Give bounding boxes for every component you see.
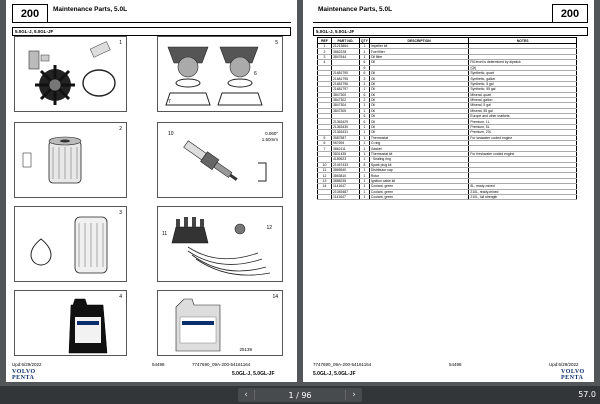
table-cell: Premium, 5L (469, 124, 577, 129)
tile-caption: 10 (168, 131, 174, 137)
table-cell: Synthetic, 55 gal (469, 87, 577, 92)
tile-caption: 11 (162, 231, 168, 237)
table-cell: For seawater cooled engine (469, 135, 577, 140)
table-cell: Oil (369, 119, 468, 124)
table-cell: Coolant, green (369, 194, 468, 199)
impeller-kit-illustration (15, 37, 128, 113)
table-cell: Spark plug kit (369, 162, 468, 167)
table-cell: 21363430 (331, 124, 359, 129)
table-cell: Distributor cap (369, 167, 468, 172)
table-cell: 1 (359, 189, 369, 194)
table-cell: 1 (359, 135, 369, 140)
right-page-number: 200 (552, 4, 588, 23)
table-cell: Oil (369, 70, 468, 75)
table-cell: 3587587 (331, 135, 359, 140)
table-cell: 1 (318, 44, 332, 49)
parts-table (317, 37, 577, 200)
table-cell: Coolant, green (369, 189, 468, 194)
table-cell: Premium, 1L (469, 119, 577, 124)
table-cell: 1 (359, 103, 369, 108)
right-footer-date: Upd:6/29/2022 (549, 362, 579, 367)
table-cell: Fill level is determined by dipstick (469, 60, 577, 65)
page-indicator[interactable]: 1 / 96 (288, 390, 312, 400)
table-cell: 7 (318, 146, 332, 151)
table-cell: 1 (359, 146, 369, 151)
tile-impeller-kit (14, 36, 127, 112)
left-footer-model: 5.0GL-J, 5.0GL-JF (232, 371, 275, 377)
table-cell: 6 (359, 114, 369, 119)
column-header: NOTES (469, 38, 577, 44)
table-cell: 1 (359, 184, 369, 189)
tile-fuel-filter (14, 122, 127, 198)
tile-caption: 14 (272, 294, 278, 300)
table-cell: Ignition cable kit (369, 178, 468, 183)
column-header: DESCRIPTION (369, 38, 468, 44)
table-cell: Fuel filter (369, 49, 468, 54)
table-cell: 2 (318, 49, 332, 54)
tile-spark-plug (157, 122, 283, 198)
table-cell: 3847304 (331, 103, 359, 108)
table-cell: 3865540 (331, 167, 359, 172)
table-cell: O-ring (369, 141, 468, 146)
table-cell: Europe and other markets (469, 114, 577, 119)
fuel-filter-illustration (15, 123, 128, 199)
table-cell: 6 (359, 60, 369, 65)
table-cell: 1 (359, 178, 369, 183)
table-cell: 1141647 (331, 184, 359, 189)
table-cell: 21467433 (331, 162, 359, 167)
table-cell: 1 (359, 124, 369, 129)
tile-caption: 4 (119, 294, 122, 300)
table-cell: Oil (369, 130, 468, 135)
table-cell: 1 (359, 194, 369, 199)
table-cell: Oil (369, 87, 468, 92)
table-cell: 1 (359, 173, 369, 178)
table-cell: Oil (369, 108, 468, 113)
right-footer-model: 5.0GL-J, 5.0GL-JF (313, 371, 356, 377)
table-cell: 6 (359, 65, 369, 70)
right-model-bar: 5.0GL-J, 5.0GL-JF (313, 27, 588, 36)
table-cell: 21213664 (331, 44, 359, 49)
table-cell: 3 (318, 54, 332, 59)
table-cell: 3847305 (331, 108, 359, 113)
table-cell: 1 (359, 49, 369, 54)
table-cell: Oil (369, 114, 468, 119)
table-cell: Thermostat (369, 135, 468, 140)
pdf-toolbar (0, 386, 600, 404)
thermostat-illustration (158, 37, 284, 113)
left-header (12, 4, 291, 23)
table-cell: 967694 (331, 141, 359, 146)
table-cell: 3847300 (331, 92, 359, 97)
table-cell: 3847644 (331, 54, 359, 59)
table-cell: · Sealing ring (369, 157, 468, 162)
table-cell: 6 (359, 70, 369, 75)
table-cell: For freshwater cooled engine (469, 151, 577, 156)
table-cell: 21045487 (331, 189, 359, 194)
table-cell: Mineral, 5 gal (469, 103, 577, 108)
image-id: 25139 (239, 347, 252, 352)
table-cell: 21681796 (331, 81, 359, 86)
right-footer-code: 54498 (449, 362, 462, 367)
table-cell: 14 (318, 184, 332, 189)
table-cell: Mineral, gallon (469, 97, 577, 102)
table-cell: Thermostat kit (369, 151, 468, 156)
column-header: REF (318, 38, 332, 44)
left-footer-code: 54498 (152, 362, 165, 367)
volvo-penta-logo: VOLVO PENTA (12, 369, 36, 381)
table-cell: 210L, ready-mixed (469, 189, 577, 194)
gap-spec-inch: 0.060" (265, 131, 278, 136)
table-cell: 1 (359, 108, 369, 113)
left-page-number: 200 (12, 4, 48, 23)
callout-label: 7 (168, 99, 171, 105)
table-cell: Premium, 20L (469, 130, 577, 135)
table-cell: 5L, ready-mixed (469, 184, 577, 189)
table-cell: Mineral, quart (469, 92, 577, 97)
table-cell: Oil (369, 124, 468, 129)
table-cell: Rotor (369, 173, 468, 178)
table-cell: 1 (359, 54, 369, 59)
engine-oil-illustration (15, 291, 128, 357)
table-cell: Mineral, 55 gal (469, 108, 577, 113)
table-cell: 1 (359, 141, 369, 146)
tile-caption: 1 (119, 40, 122, 46)
callout-label: 6 (254, 71, 257, 77)
table-cell: 3862111 (331, 146, 359, 151)
table-cell: 6 (359, 92, 369, 97)
table-cell: Synthetic, gallon (469, 76, 577, 81)
table-cell: Impeller kit (369, 44, 468, 49)
table-cell: 1 (359, 157, 369, 162)
table-cell: (Qt) (469, 65, 577, 70)
zoom-level[interactable]: 57.0 (578, 390, 596, 399)
table-cell: 3888235 (331, 178, 359, 183)
table-cell: Coolant, green (369, 184, 468, 189)
table-cell (318, 194, 332, 199)
left-footer-date: Upd:6/29/2022 (12, 362, 42, 367)
table-cell: 3831435 (331, 151, 359, 156)
left-model-bar: 5.0GL-J, 5.0GL-JF (12, 27, 291, 36)
table-cell: 12 (318, 173, 332, 178)
gap-spec-mm: 1.50mm (261, 137, 278, 142)
table-cell: Oil (369, 76, 468, 81)
table-cell: Gasket (369, 146, 468, 151)
tile-caption: 3 (119, 210, 122, 216)
tile-caption: 5 (275, 40, 278, 46)
distributor-illustration (158, 207, 284, 283)
table-cell: Oil filter (369, 54, 468, 59)
table-cell: Oil (369, 97, 468, 102)
callout-label: 12 (266, 225, 272, 231)
table-cell: 3862228 (331, 49, 359, 54)
coolant-illustration (158, 291, 284, 357)
table-cell: 4189523 (331, 157, 359, 162)
table-cell: Oil (369, 103, 468, 108)
right-page (303, 0, 594, 382)
left-page (6, 0, 297, 382)
table-row (318, 194, 577, 199)
table-cell: 1 (359, 44, 369, 49)
tile-oil-filter (14, 206, 127, 282)
table-cell: 21681790 (331, 70, 359, 75)
table-cell: 6 (359, 119, 369, 124)
table-cell: Oil (369, 92, 468, 97)
table-cell: 11 (318, 167, 332, 172)
table-cell: 21363429 (331, 119, 359, 124)
volvo-penta-logo: VOLVO PENTA (561, 369, 585, 381)
table-cell: 1141647 (331, 194, 359, 199)
table-cell: 1 (359, 87, 369, 92)
table-cell: Synthetic, 5 gal (469, 81, 577, 86)
table-cell: 13 (318, 178, 332, 183)
table-cell: 6 (318, 141, 332, 146)
table-cell: 5 (318, 135, 332, 140)
table-cell: 4 (318, 60, 332, 65)
tile-engine-oil (14, 290, 127, 356)
table-cell: Synthetic, quart (469, 70, 577, 75)
column-header: QTY (360, 38, 368, 43)
right-footer-doc: 7747690_09A-200-54161164 (313, 362, 372, 367)
table-cell: 21363431 (331, 130, 359, 135)
table-cell: 21681797 (331, 87, 359, 92)
table-cell: 1 (359, 151, 369, 156)
table-cell: 1 (359, 81, 369, 86)
tile-thermostat (157, 36, 283, 112)
next-page-button[interactable]: › (352, 390, 356, 400)
column-header: PART NO. (331, 38, 359, 44)
table-cell: 2 (359, 76, 369, 81)
tile-coolant (157, 290, 283, 356)
table-cell: 210L, full strength (469, 194, 577, 199)
table-cell: 3847302 (331, 97, 359, 102)
right-header (313, 4, 588, 23)
table-cell: 2 (359, 97, 369, 102)
table-cell: 1 (359, 130, 369, 135)
tile-caption: 2 (119, 126, 122, 132)
table-cell: Oil (369, 60, 468, 65)
table-cell: 8 (359, 162, 369, 167)
left-footer-doc: 7747690_09A-200-54161164 (192, 362, 251, 367)
table-cell: 10 (318, 162, 332, 167)
oil-filter-illustration (15, 207, 128, 283)
table-cell: 1 (359, 167, 369, 172)
tile-distributor (157, 206, 283, 282)
page-navigator (238, 388, 362, 402)
right-page-title: Maintenance Parts, 5.0L (313, 4, 552, 23)
table-cell: 3863810 (331, 173, 359, 178)
table-cell: 21681795 (331, 76, 359, 81)
previous-page-button[interactable]: ‹ (244, 390, 248, 400)
table-cell: Oil (369, 81, 468, 86)
left-page-title: Maintenance Parts, 5.0L (48, 4, 291, 23)
